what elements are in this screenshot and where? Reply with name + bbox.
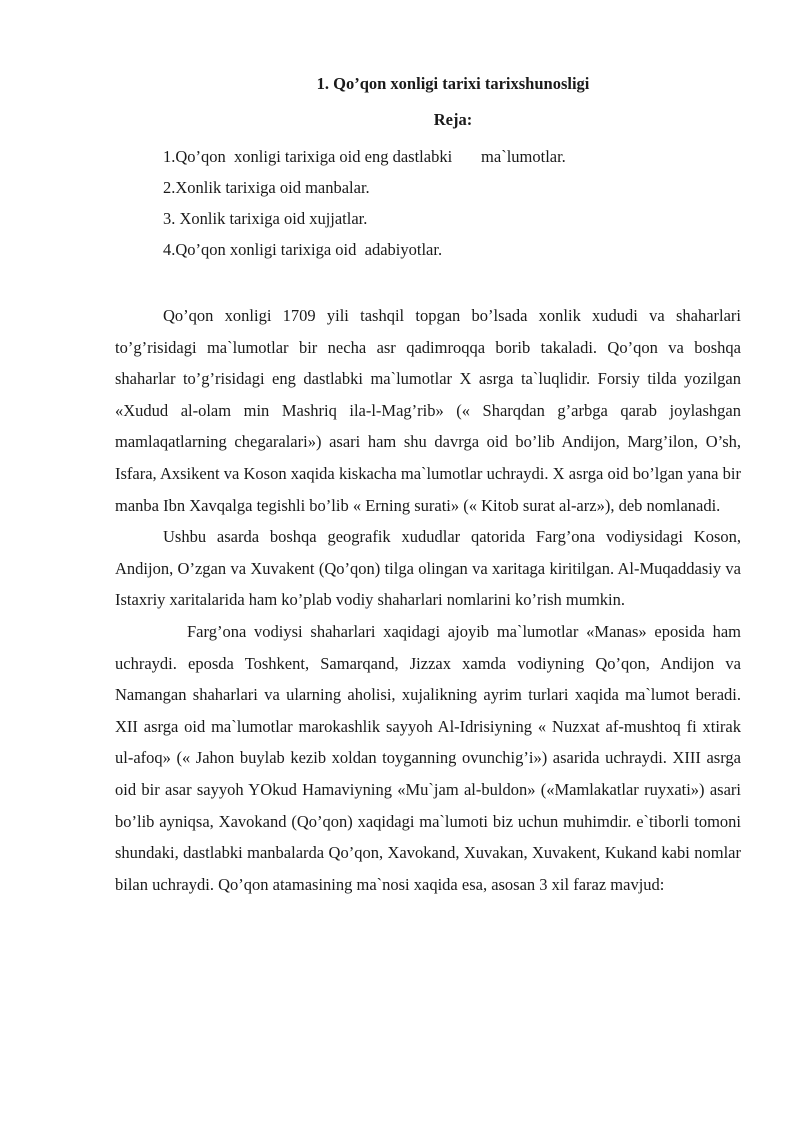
paragraph: Farg’ona vodiysi shaharlari xaqidagi ajoyib ma`lumotlar «Manas» eposida ham uchraydi. eposda Toshkent, Samarqand, Jizzax xamda vodiyning Qo’qon, Andijon va Namangan shaharlari va ularning aholisi, xujalikning ayrim turlari xaqida ma`lumot beradi. XII asrga oid ma`lumotlar marokashlik sayyoh Al-Idrisiyning « Nuzxat af-mushtoq fi xtirak ul-afoq» (« Jahon buylab kezib xoldan toyganning ovunchig’i») asarida uchraydi. XIII asrga oid bir asar sayyoh YOkud Hamaviyning «Mu`jam al-buldon» («Mamlakatlar ruyxati») asari bo’lib ayniqsa, Xavokand (Qo’qon) xaqidagi ma`lumoti biz uchun muhimdir. e`tiborli tomoni shundaki, dastlabki manbalarda Qo’qon, Xavokand, Xuvakan, Xuvakent, Kukand kabi nomlar bilan uchraydi. Qo’qon atamasining ma`nosi xaqida esa, asosan 3 xil faraz mavjud:	[115, 621, 741, 894]
plan-item: 4.Qo’qon xonligi tarixiga oid adabiyotlar.	[163, 240, 443, 259]
plan-heading: Reja:	[433, 110, 473, 129]
paragraph: Ushbu asarda boshqa geografik xududlar qatorida Farg’ona vodiysidagi Koson, Andijon, O’zgan va Xuvakent (Qo’qon) tilga olingan va xaritaga kiritilgan. Al-Muqaddasiy va Istaxriy xaritalarida ham ko’plab vodiy shaharlari nomlarini ko’rish mumkin.	[115, 527, 741, 610]
plan-item: 3. Xonlik tarixiga oid xujjatlar.	[163, 209, 368, 228]
plan-item: 2.Xonlik tarixiga oid manbalar.	[163, 178, 370, 197]
plan-item: 1.Qo’qon xonligi tarixiga oid eng dastlabki ma`lumotlar.	[163, 147, 566, 166]
document-body	[115, 300, 741, 900]
plan-list	[163, 141, 566, 265]
paragraph: Qo’qon xonligi 1709 yili tashqil topgan bo’lsada xonlik xududi va shaharlari to’g’risidagi ma`lumotlar bir necha asr qadimroqqa borib takaladi. Qo’qon va boshqa shaharlar to’g’risidagi eng dastlabki ma`lumotlar X asrga ta`luqlidir. Forsiy tilda yozilgan «Xudud al-olam min Mashriq ila-l-Mag’rib» (« Sharqdan g’arbga qarab joylashgan mamlaqatlarning chegaralari») asari ham shu davrga oid bo’lib Andijon, Marg’ilon, O’sh, Isfara, Axsikent va Koson xaqida kiskacha ma`lumotlar uchraydi. X asrga oid bo’lgan yana bir manba Ibn Xavqalga tegishli bo’lib « Erning surati» (« Kitob surat al-arz»), deb nomlanadi.	[115, 306, 741, 515]
document-title: 1. Qo’qon xonligi tarixi tarixshunosligi	[316, 74, 590, 93]
